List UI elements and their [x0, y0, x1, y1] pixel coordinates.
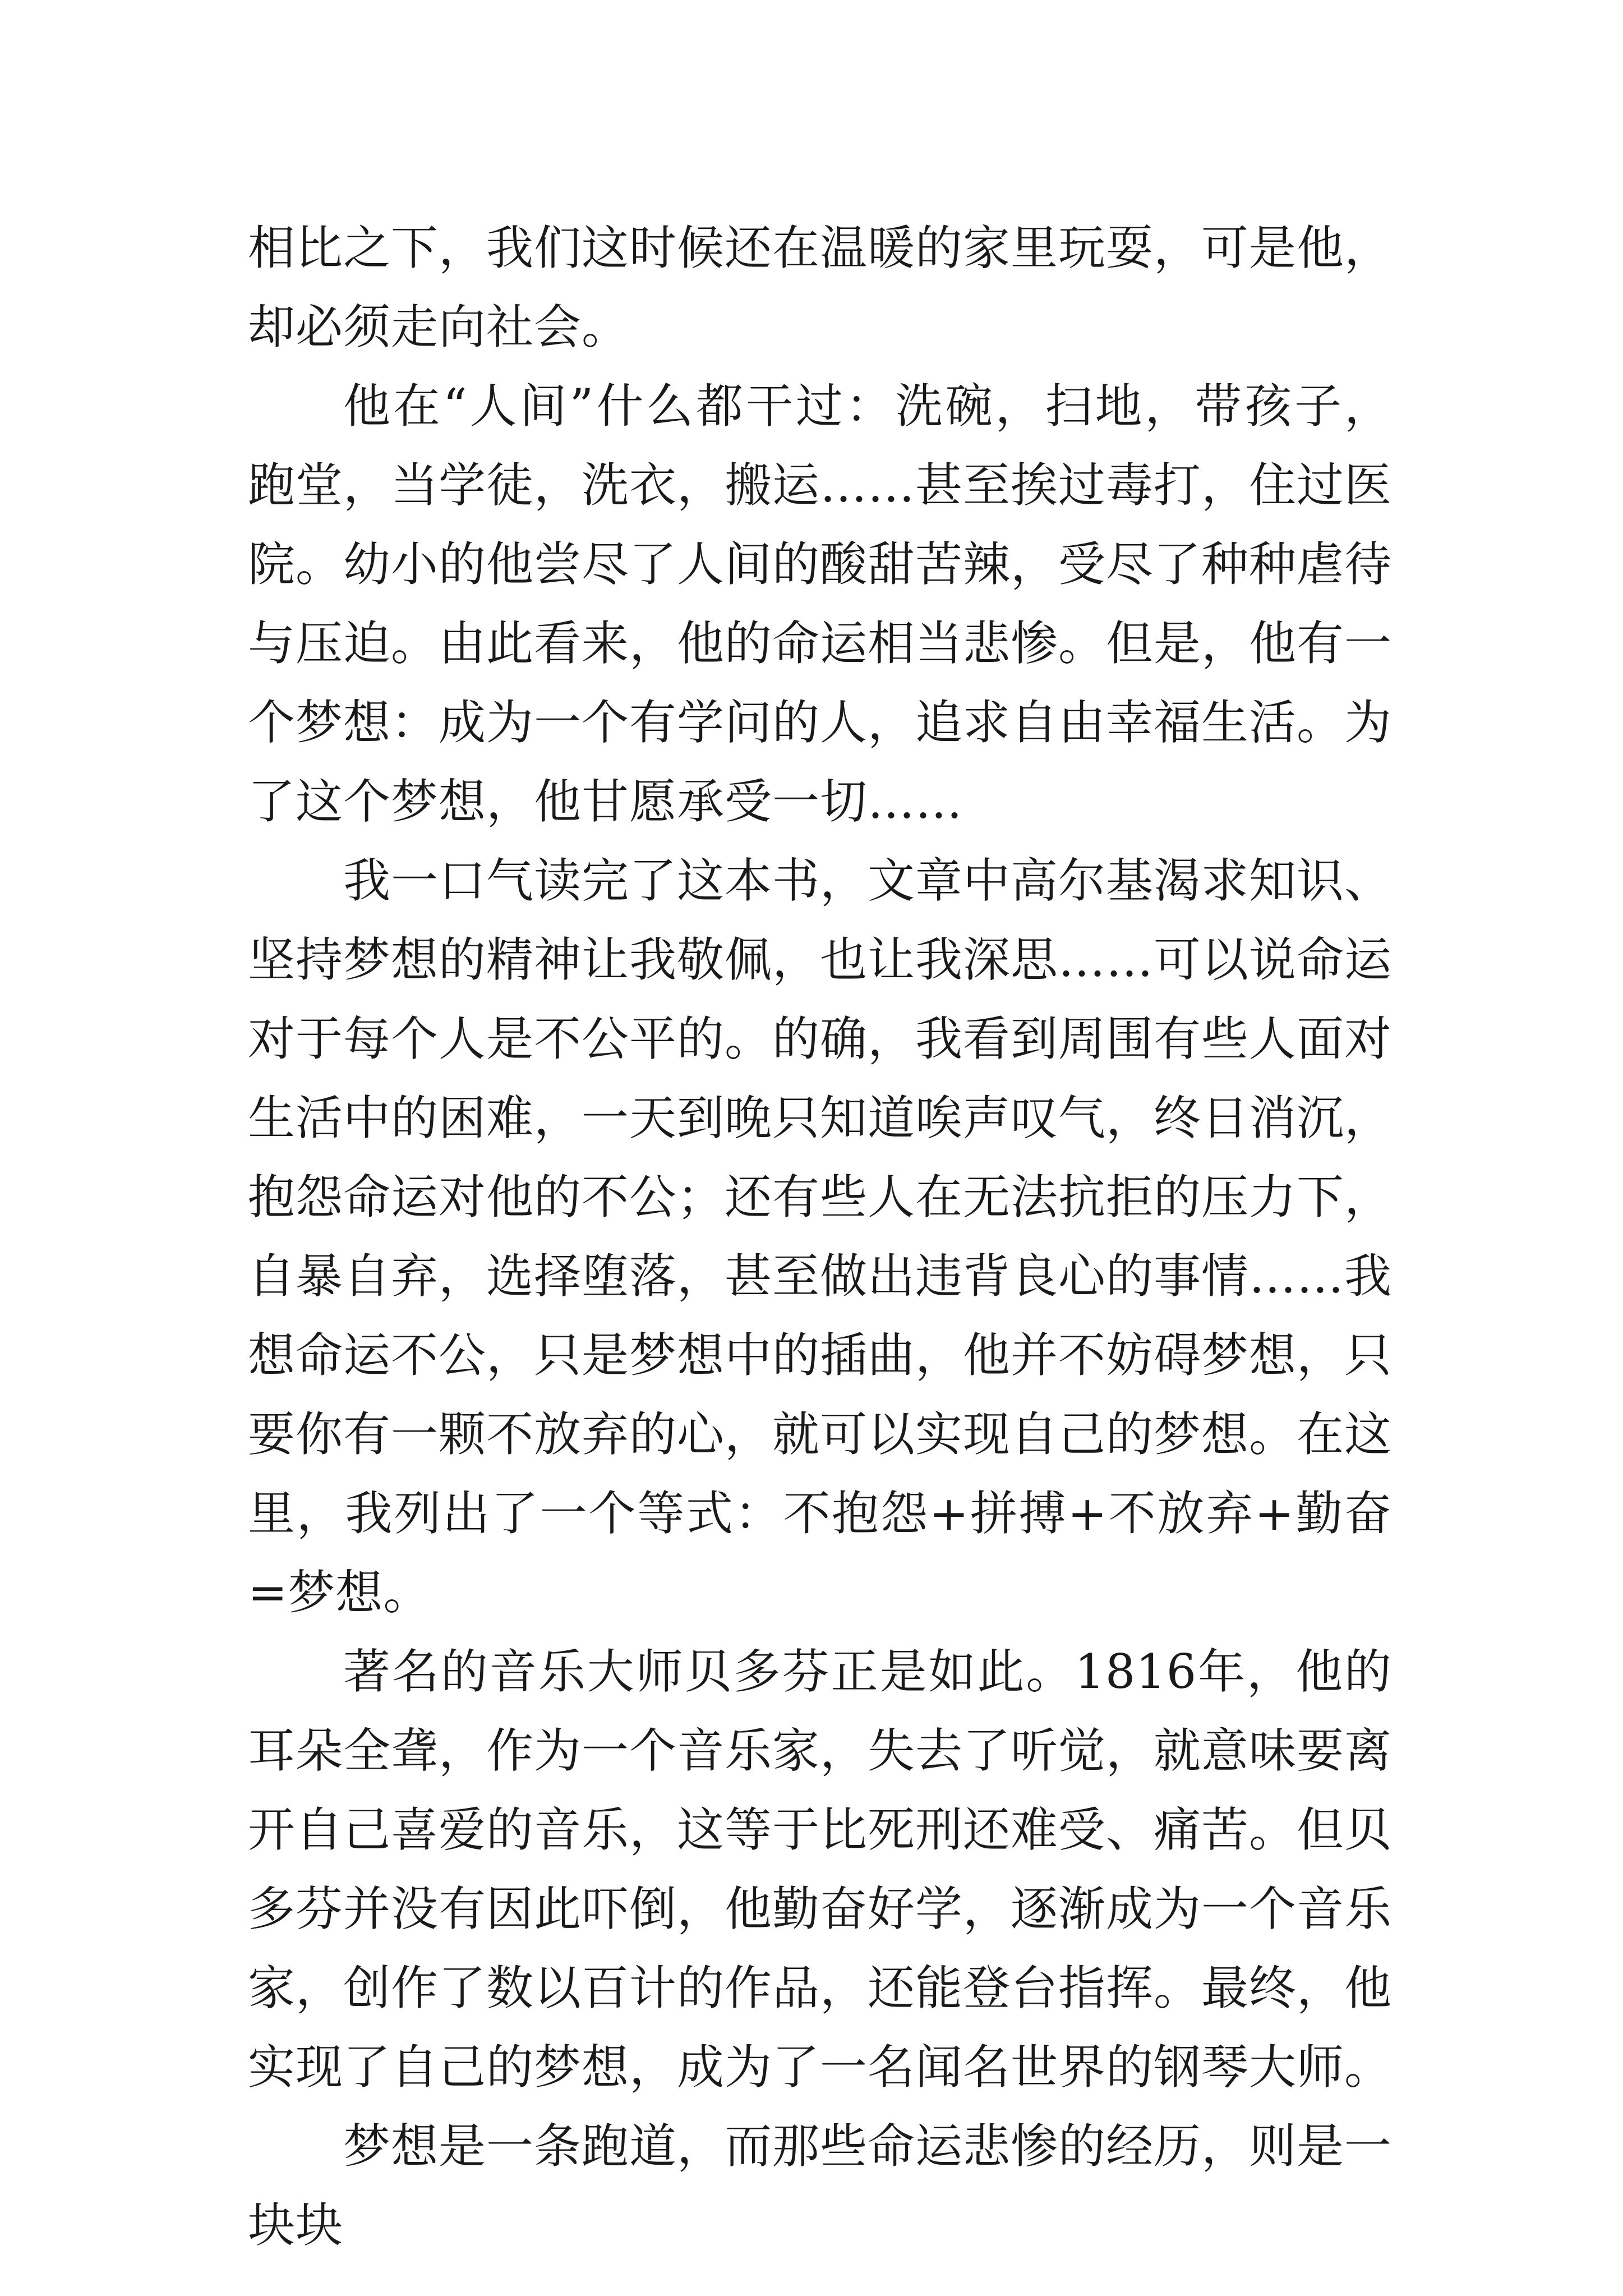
paragraph-1: 相比之下，我们这时候还在温暖的家里玩耍，可是他，却必须走向社会。 — [248, 220, 1393, 355]
paragraph-2: 他在“人间”什么都干过：洗碗，扫地，带孩子，跑堂，当学徒，洗衣，搬运……甚至挨过毒打，住过医院。幼小的他尝尽了人间的酸甜苦辣，受尽了种种虐待与压迫。由此看来，他的命运相当悲惨。但是，他有一个梦想：成为一个有学问的人，追求自由幸福生活。为了这个梦想，他甘愿承受一切…… — [248, 379, 1393, 829]
document-body — [248, 209, 1392, 2265]
paragraph-3: 我一口气读完了这本书，文章中高尔基渴求知识、坚持梦想的精神让我敬佩，也让我深思……可以说命运对于每个人是不公平的。的确，我看到周围有些人面对生活中的困难，一天到晚只知道唉声叹气，终日消沉，抱怨命运对他的不公；还有些人在无法抗拒的压力下，自暴自弃，选择堕落，甚至做出违背良心的事情……我想命运不公，只是梦想中的插曲，他并不妨碍梦想，只要你有一颗不放弃的心，就可以实现自己的梦想。在这里，我列出了一个等式：不抱怨+拼搏+不放弃+勤奋=梦想。 — [248, 853, 1393, 1620]
paragraph-5: 梦想是一条跑道，而那些命运悲惨的经历，则是一块块 — [248, 2119, 1393, 2253]
paragraph-4: 著名的音乐大师贝多芬正是如此。1816年，他的耳朵全聋，作为一个音乐家，失去了听觉，就意味要离开自己喜爱的音乐，这等于比死刑还难受、痛苦。但贝多芬并没有因此吓倒，他勤奋好学，逐渐成为一个音乐家，创作了数以百计的作品，还能登台指挥。最终，他实现了自己的梦想，成为了一名闻名世界的钢琴大师。 — [248, 1644, 1393, 2095]
